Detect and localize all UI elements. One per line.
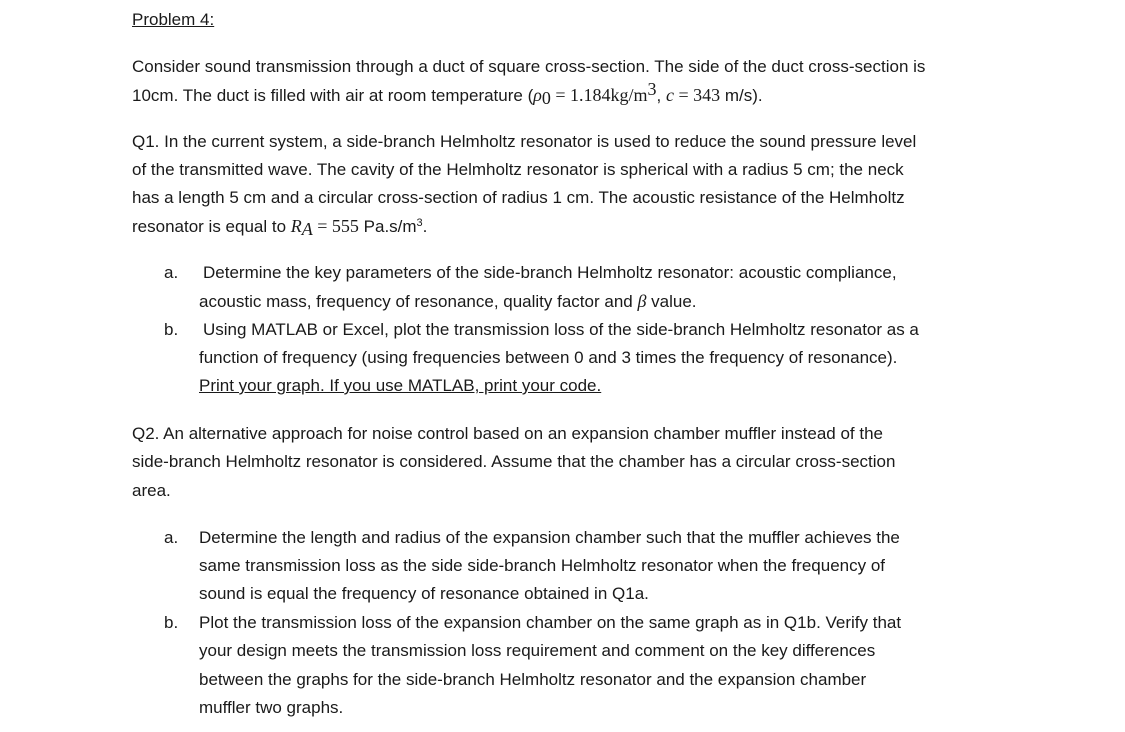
q1b-line-2: function of frequency (using frequencies between 0 and 3 times the frequency of resonance).	[199, 348, 898, 367]
q2a-line-1: Determine the length and radius of the expansion chamber such that the muffler achieves the	[199, 528, 900, 547]
ra-unit-exponent: 3	[416, 217, 423, 229]
q1-line-4	[132, 215, 427, 238]
ra-value: = 555	[312, 216, 359, 236]
q2a-line-2: same transmission loss as the side side-branch Helmholtz resonator when the frequency of	[199, 556, 886, 575]
rho-subscript: 0	[541, 88, 551, 108]
q1b-label: b.	[164, 320, 179, 339]
q2a-line-3: sound is equal the frequency of resonance obtained in Q1a.	[199, 584, 649, 603]
q1-line-2: of the transmitted wave. The cavity of the Helmholtz resonator is spherical with a radius 5 cm; the neck	[132, 160, 904, 179]
beta-symbol: β	[637, 291, 647, 311]
q2-line-3: area.	[132, 481, 171, 500]
q2b-label: b.	[164, 613, 179, 632]
q1b-line-3: Print your graph. If you use MATLAB, print your code.	[199, 376, 602, 395]
rho-symbol: ρ	[533, 85, 542, 105]
ra-symbol: R	[290, 216, 302, 236]
rho-unit-exponent: 3	[647, 79, 657, 99]
q2b-line-3: between the graphs for the side-branch Helmholtz resonator and the expansion chamber	[199, 670, 867, 689]
intro-line-1: Consider sound transmission through a duct of square cross-section. The side of the duct cross-section is	[132, 57, 926, 76]
q1-line-1: Q1. In the current system, a side-branch Helmholtz resonator is used to reduce the sound pressure level	[132, 132, 917, 151]
ra-subscript: A	[301, 219, 313, 239]
q1a-label: a.	[164, 263, 179, 282]
q1a-line-1: Determine the key parameters of the side-branch Helmholtz resonator: acoustic compliance,	[203, 263, 897, 282]
ra-period: .	[422, 217, 428, 236]
intro-line-2	[132, 79, 763, 108]
q1a-line-2	[199, 290, 697, 313]
c-symbol: c	[666, 85, 674, 105]
problem-title: Problem 4:	[132, 10, 215, 29]
q1b-line-1: Using MATLAB or Excel, plot the transmission loss of the side-branch Helmholtz resonator as a	[203, 320, 919, 339]
c-value: = 343	[674, 85, 721, 105]
q2a-label: a.	[164, 528, 179, 547]
q2b-line-4: muffler two graphs.	[199, 698, 344, 717]
q2b-line-2: your design meets the transmission loss requirement and comment on the key differences	[199, 641, 876, 660]
q2-line-2: side-branch Helmholtz resonator is considered. Assume that the chamber has a circular cross-section	[132, 452, 896, 471]
ra-unit: Pa.s/m	[358, 217, 417, 236]
q2-line-1: Q2. An alternative approach for noise control based on an expansion chamber muffler instead of the	[132, 424, 883, 443]
q1a-line-2-text: acoustic mass, frequency of resonance, quality factor and	[199, 292, 638, 311]
q1a-line-2-end: value.	[646, 292, 697, 311]
c-unit: m/s).	[720, 86, 763, 105]
q1-line-4-text: resonator is equal to	[132, 217, 291, 236]
q2b-line-1: Plot the transmission loss of the expansion chamber on the same graph as in Q1b. Verify that	[199, 613, 902, 632]
q1-line-3: has a length 5 cm and a circular cross-section of radius 1 cm. The acoustic resistance of the Helmholtz	[132, 188, 905, 207]
rho-value: = 1.184kg/m	[550, 85, 648, 105]
intro-separator: ,	[656, 86, 666, 105]
intro-line-2-text: 10cm. The duct is filled with air at room temperature (	[132, 86, 534, 105]
